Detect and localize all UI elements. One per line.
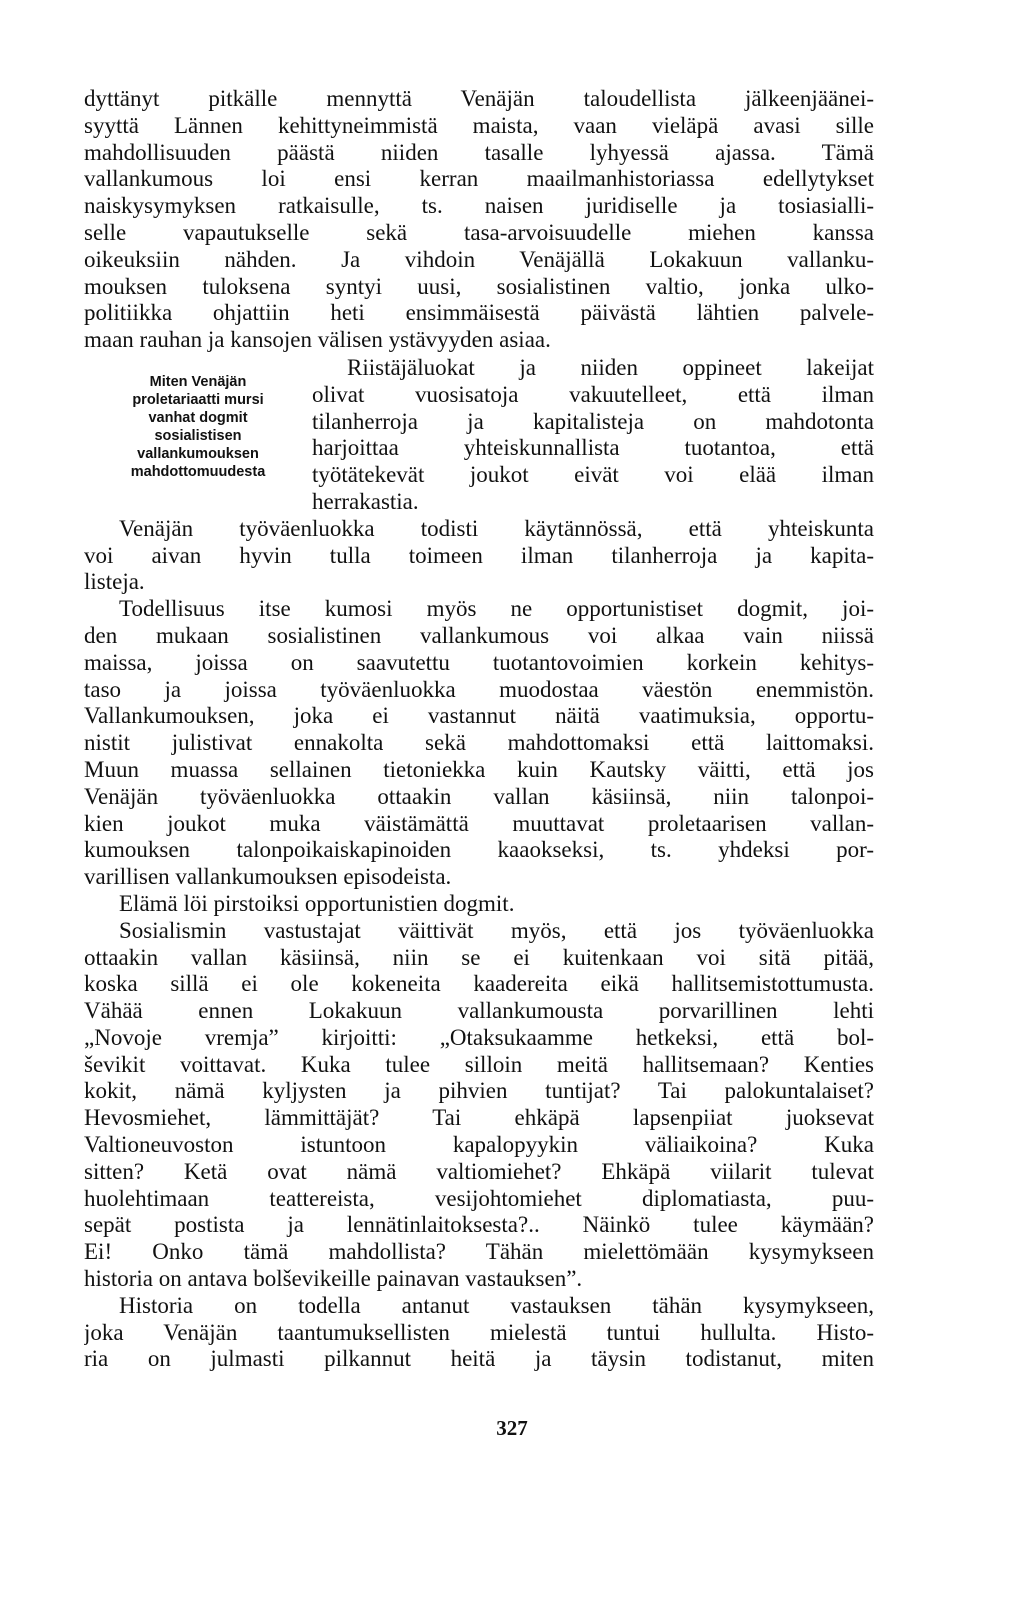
text-line: koska sillä ei ole kokeneita kaadereita eikä hallitsemistottumusta.: [84, 971, 874, 997]
marginal-note-line: vallankumouksen: [137, 445, 259, 462]
text-line: sepät postista ja lennätinlaitoksesta?.. Näinkö tulee käymään?: [84, 1212, 874, 1238]
text-line: Venäjän työväenluokka ottaakin vallan käsiinsä, niin talonpoi-: [84, 783, 874, 809]
text-line: tilanherroja ja kapitalisteja on mahdotonta: [312, 408, 874, 434]
marginal-note: [84, 355, 312, 516]
marginal-note-line: mahdottomuudesta: [130, 463, 266, 480]
text-line: dyttänyt pitkälle mennyttä Venäjän taloudellista jälkeenjäänei-: [84, 86, 874, 111]
text-line: syyttä Lännen kehittyneimmistä maista, vaan vieläpä avasi sille: [84, 112, 874, 138]
text-line: politiikka ohjattiin heti ensimmäisestä päivästä lähtien palvele-: [84, 300, 874, 326]
text-line: ottaakin vallan käsiinsä, niin se ei kuitenkaan voi sitä pitää,: [84, 944, 874, 970]
text-line: Venäjän työväenluokka todisti käytännössä, että yhteiskunta: [119, 515, 874, 541]
marginal-note-line: Miten Venäjän: [149, 373, 247, 390]
text-line: selle vapautukselle sekä tasa-arvoisuudelle miehen kanssa: [84, 219, 874, 245]
text-line: „Novoje vremja” kirjoitti: „Otaksukaamme hetkeksi, että bol-: [84, 1024, 874, 1050]
paragraph-block-2: [84, 516, 874, 1374]
text-line: Todellisuus itse kumosi myös ne opportunistiset dogmit, joi-: [119, 596, 874, 622]
text-line: Valtioneuvoston istuntoon kapalopyykin väliaikoina? Kuka: [84, 1132, 874, 1158]
text-line: Vallankumouksen, joka ei vastannut näitä vaatimuksia, opportu-: [84, 703, 874, 729]
marginal-note-line: sosialistisen: [154, 427, 242, 444]
page-number: 327: [496, 1416, 528, 1440]
text-line: listeja.: [84, 569, 145, 595]
text-line: maissa, joissa on saavutettu tuotantovoimien korkein kehitys-: [84, 649, 874, 675]
text-line: Sosialismin vastustajat väittivät myös, että jos työväenluokka: [119, 917, 874, 943]
text-line: ševikit voittavat. Kuka tulee silloin meitä hallitsemaan? Kenties: [84, 1051, 874, 1077]
text-line: Ei! Onko tämä mahdollista? Tähän mielettömään kysymykseen: [84, 1239, 874, 1265]
text-line: kien joukot muka väistämättä muuttavat proletaarisen vallan-: [84, 810, 874, 836]
marginal-section: [84, 355, 874, 516]
text-line: Historia on todella antanut vastauksen tähän kysymykseen,: [119, 1292, 874, 1318]
text-line: Elämä löi pirstoiksi opportunistien dogmit.: [119, 890, 515, 916]
text-line: voi aivan hyvin tulla toimeen ilman tilanherroja ja kapita-: [84, 542, 874, 568]
text-line: taso ja joissa työväenluokka muodostaa väestön enemmistön.: [84, 676, 874, 702]
marginal-note-line: vanhat dogmit: [148, 409, 248, 426]
text-line: herrakastia.: [312, 488, 419, 514]
text-line: historia on antava bolševikeille painavan vastauksen”.: [84, 1266, 583, 1292]
text-line: työtätekevät joukot eivät voi elää ilman: [312, 462, 874, 488]
text-line: oikeuksiin nähden. Ja vihdoin Venäjällä Lokakuun vallanku-: [84, 246, 874, 272]
page-body: [84, 86, 874, 1373]
text-line: varillisen vallankumouksen episodeista.: [84, 864, 452, 890]
text-line: Hevosmiehet, lämmittäjät? Tai ehkäpä lapsenpiiat juoksevat: [84, 1105, 874, 1131]
text-line: sitten? Ketä ovat nämä valtiomiehet? Ehkäpä viilarit tulevat: [84, 1158, 874, 1184]
side-paragraph: [312, 355, 874, 516]
text-line: maan rauhan ja kansojen välisen ystävyyden asiaa.: [84, 327, 551, 353]
text-line: kokit, nämä kyljysten ja pihvien tuntijat? Tai palokuntalaiset?: [84, 1078, 874, 1104]
marginal-note-line: proletariaatti mursi: [132, 391, 264, 408]
text-line: harjoittaa yhteiskunnallista tuotantoa, että: [312, 435, 874, 461]
text-line: Riistäjäluokat ja niiden oppineet lakeijat: [347, 354, 874, 380]
text-line: Vähää ennen Lokakuun vallankumousta porvarillinen lehti: [84, 998, 874, 1024]
text-line: mahdollisuuden päästä niiden tasalle lyhyessä ajassa. Tämä: [84, 139, 874, 165]
text-line: vallankumous loi ensi kerran maailmanhistoriassa edellytykset: [84, 166, 874, 192]
text-line: olivat vuosisatoja vakuutelleet, että ilman: [312, 381, 874, 407]
text-line: joka Venäjän taantumuksellisten mielestä tuntui hullulta. Histo-: [84, 1319, 874, 1345]
text-line: ria on julmasti pilkannut heitä ja täysin todistanut, miten: [84, 1346, 874, 1372]
text-line: huolehtimaan teattereista, vesijohtomiehet diplomatiasta, puu-: [84, 1185, 874, 1211]
text-line: Muun muassa sellainen tietoniekka kuin Kautsky väitti, että jos: [84, 756, 874, 782]
text-line: mouksen tuloksena syntyi uusi, sosialistinen valtio, jonka ulko-: [84, 273, 874, 299]
text-line: naiskysymyksen ratkaisulle, ts. naisen juridiselle ja tosiasialli-: [84, 193, 874, 219]
text-line: kumouksen talonpoikaiskapinoiden kaaokseksi, ts. yhdeksi por-: [84, 837, 874, 863]
paragraph-block-1: [84, 86, 874, 354]
text-line: den mukaan sosialistinen vallankumous voi alkaa vain niissä: [84, 622, 874, 648]
text-line: nistit julistivat ennakolta sekä mahdottomaksi että laittomaksi.: [84, 730, 874, 756]
